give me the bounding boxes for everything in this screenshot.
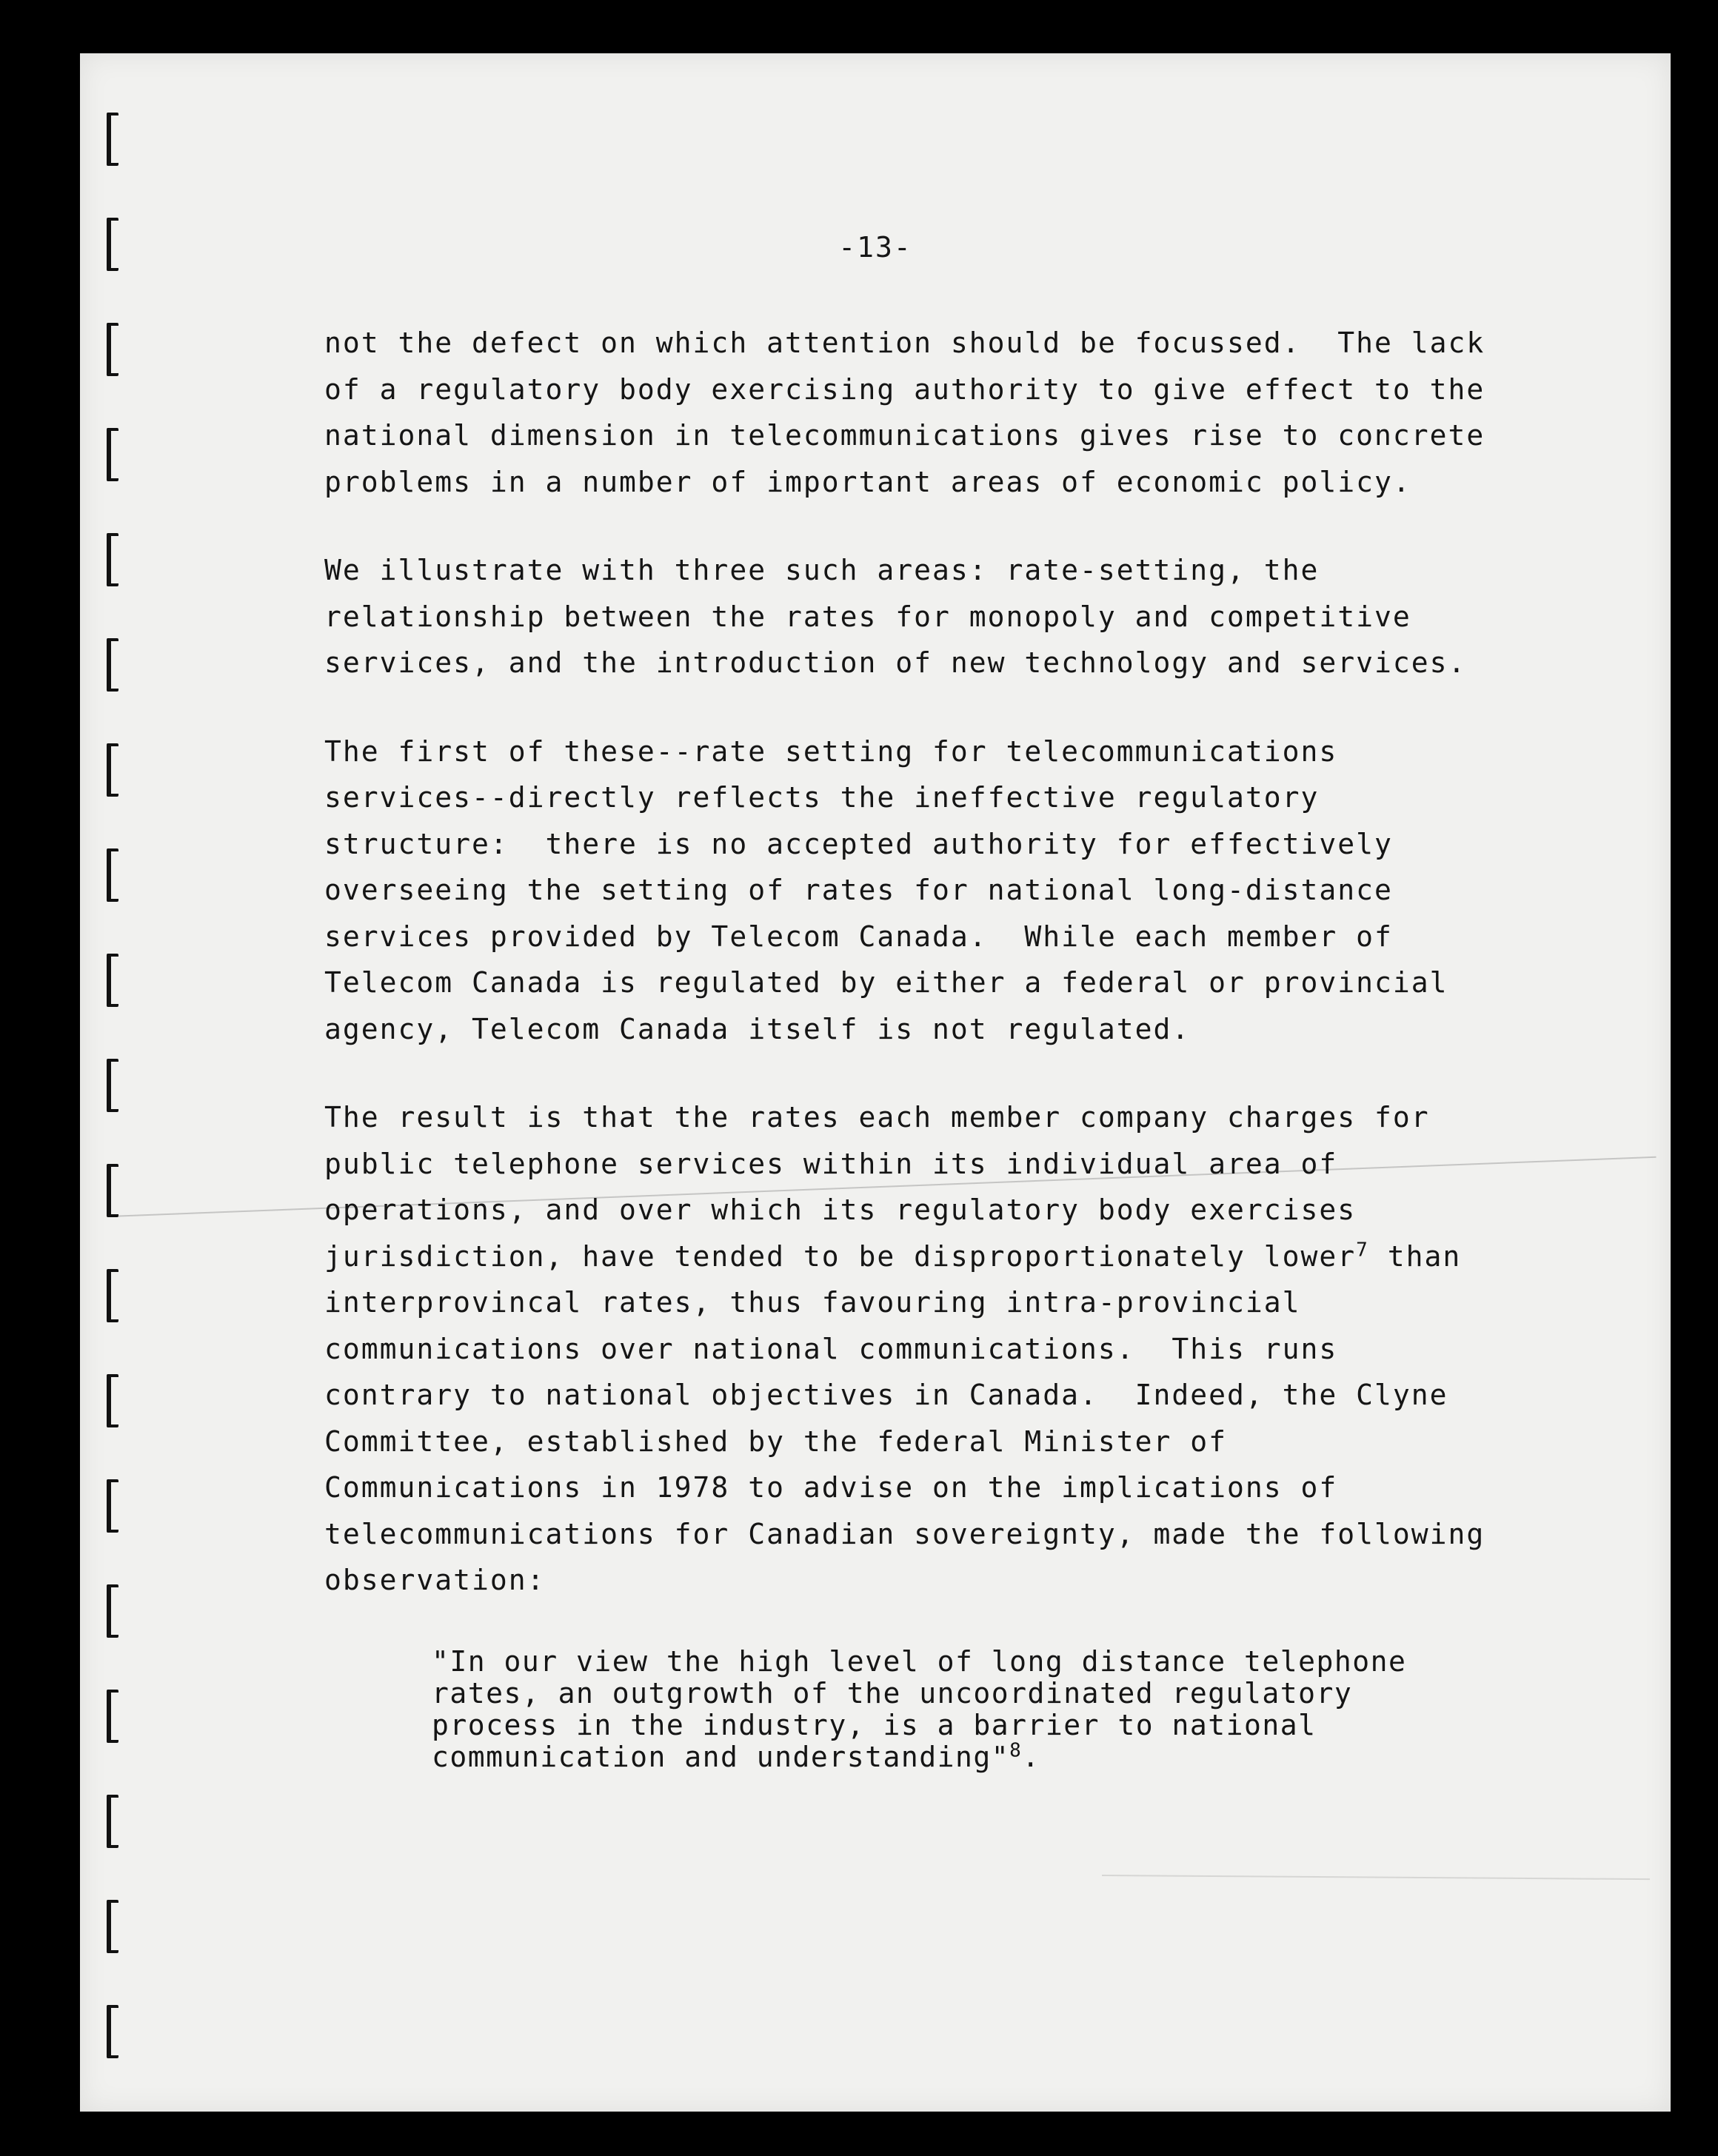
text-line: services, and the introduction of new technology and services.: [324, 646, 1467, 679]
text-fragment: than: [1368, 1239, 1462, 1273]
text-line: structure: there is no accepted authority for effectively: [324, 827, 1393, 860]
text-line: of a regulatory body exercising authority to give effect to the: [324, 372, 1485, 406]
quote-line: rates, an outgrowth of the uncoordinated regulatory: [432, 1676, 1353, 1710]
text-line: interprovincal rates, thus favouring intra-provincial: [324, 1286, 1301, 1319]
binder-ring: [107, 428, 118, 481]
paragraph: [324, 320, 1613, 505]
text-line: The first of these--rate setting for telecommunications: [324, 734, 1338, 768]
text-fragment: jurisdiction, have tended to be disproportionately lower: [324, 1239, 1357, 1273]
paragraph: [324, 729, 1613, 1053]
paragraph: [324, 547, 1613, 686]
footnote-ref: 7: [1356, 1238, 1369, 1261]
binder-ring: [107, 638, 118, 692]
binder-ring: [107, 954, 118, 1007]
block-quote: [432, 1646, 1613, 1773]
binder-ring: [107, 1059, 118, 1112]
binder-ring: [107, 2005, 118, 2058]
binder-ring: [107, 848, 118, 902]
text-fragment: .: [1022, 1740, 1040, 1773]
text-line: services provided by Telecom Canada. While each member of: [324, 920, 1393, 953]
binder-ring: [107, 323, 118, 376]
binder-rings: [102, 113, 132, 2097]
quote-line-with-footnote: [432, 1738, 1613, 1773]
text-line: observation:: [324, 1564, 546, 1596]
text-line-with-footnote: [324, 1233, 1613, 1280]
text-line: communications over national communications. This runs: [324, 1332, 1338, 1365]
text-line: public telephone services within its individual area of: [324, 1147, 1338, 1180]
binder-ring: [107, 1584, 118, 1638]
binder-ring: [107, 1900, 118, 1953]
text-line: Committee, established by the federal Minister of: [324, 1424, 1228, 1458]
text-line: overseeing the setting of rates for national long-distance: [324, 874, 1393, 906]
text-line: The result is that the rates each member company charges for: [324, 1101, 1430, 1134]
binder-ring: [107, 533, 118, 586]
text-line: not the defect on which attention should be focussed. The lack: [324, 327, 1485, 359]
binder-ring: [107, 1690, 118, 1743]
text-line: agency, Telecom Canada itself is not regulated.: [324, 1012, 1191, 1045]
text-line: contrary to national objectives in Canada. Indeed, the Clyne: [324, 1379, 1448, 1411]
text-line: problems in a number of important areas of economic policy.: [324, 465, 1411, 498]
document-page: [80, 53, 1671, 2112]
text-line: We illustrate with three such areas: rate-setting, the: [324, 554, 1320, 586]
binder-ring: [107, 743, 118, 797]
text-line: operations, and over which its regulatory body exercises: [324, 1194, 1357, 1226]
quote-line: process in the industry, is a barrier to national: [432, 1708, 1317, 1741]
scan-artifact-line: [1102, 1875, 1650, 1880]
paragraph: [324, 1094, 1613, 1604]
text-line: Telecom Canada is regulated by either a federal or provincial: [324, 966, 1448, 999]
binder-ring: [107, 1374, 118, 1427]
text-line: telecommunications for Canadian sovereignty, made the following: [324, 1517, 1485, 1550]
footnote-ref: 8: [1009, 1738, 1023, 1761]
text-line: Communications in 1978 to advise on the implications of: [324, 1471, 1338, 1504]
binder-ring: [107, 113, 118, 166]
text-fragment: communication and understanding": [432, 1740, 1010, 1773]
binder-ring: [107, 1479, 118, 1533]
binder-ring: [107, 1269, 118, 1322]
binder-ring: [107, 1164, 118, 1217]
text-line: services--directly reflects the ineffective regulatory: [324, 781, 1320, 814]
text-line: relationship between the rates for monopoly and competitive: [324, 600, 1411, 633]
body-text: [324, 320, 1613, 1773]
quote-line: "In our view the high level of long distance telephone: [432, 1644, 1407, 1678]
page-number: -13-: [838, 231, 912, 264]
text-line: national dimension in telecommunications gives rise to concrete: [324, 419, 1485, 452]
binder-ring: [107, 1795, 118, 1848]
